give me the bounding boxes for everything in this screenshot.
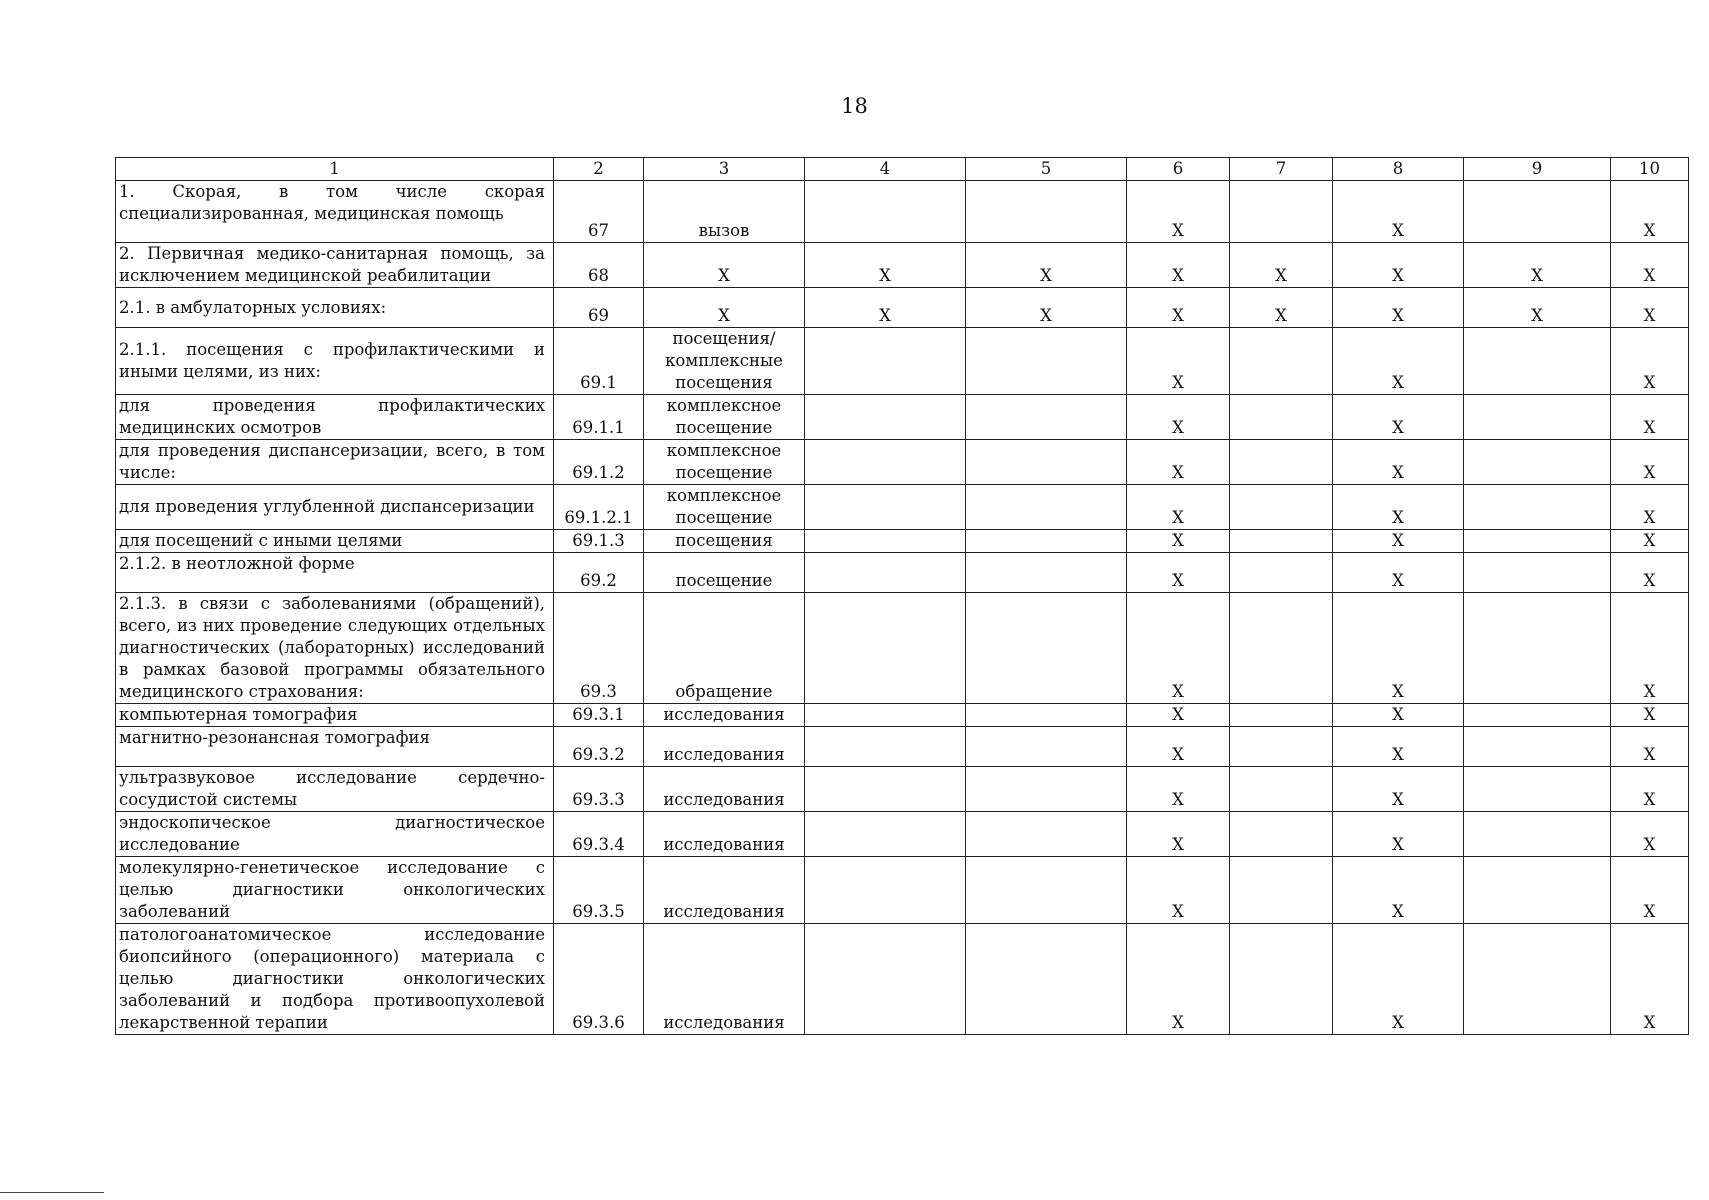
column-header: 4 [805,158,966,181]
row-name-cell: 2.1.3. в связи с заболеваниями (обращений), всего, из них проведение следующих отдельных диагностических (лабораторных) исследований в рамках базовой программы обязательного медицинского страхования: [116,593,554,704]
row-code-cell: 67 [554,181,644,243]
row-cell-col10: X [1611,812,1689,857]
table-row [116,485,1689,530]
data-table [115,157,1689,1035]
table-row [116,767,1689,812]
row-cell-col6: X [1127,288,1230,328]
row-cell-col9 [1464,530,1611,553]
row-cell-col6: X [1127,812,1230,857]
row-cell-col9 [1464,553,1611,593]
row-cell-col10: X [1611,593,1689,704]
table-row [116,812,1689,857]
column-header: 5 [966,158,1127,181]
row-code-cell: 69.2 [554,553,644,593]
row-cell-col8: X [1333,857,1464,924]
row-cell-col6: X [1127,593,1230,704]
row-unit-cell: комплексное посещение [644,395,805,440]
row-cell-col4 [805,593,966,704]
row-cell-col4 [805,704,966,727]
row-cell-col6: X [1127,704,1230,727]
row-cell-col6: X [1127,485,1230,530]
row-cell-col7 [1230,857,1333,924]
row-cell-col10: X [1611,395,1689,440]
row-cell-col10: X [1611,704,1689,727]
row-cell-col6: X [1127,857,1230,924]
row-name-cell: 2.1. в амбулаторных условиях: [116,288,554,328]
row-cell-col5 [966,704,1127,727]
row-cell-col10: X [1611,530,1689,553]
table-row [116,924,1689,1035]
row-cell-col7 [1230,395,1333,440]
column-header: 3 [644,158,805,181]
row-code-cell: 69.1.1 [554,395,644,440]
row-unit-cell: исследования [644,767,805,812]
row-cell-col9 [1464,181,1611,243]
row-name-cell: компьютерная томография [116,704,554,727]
row-cell-col5: X [966,288,1127,328]
row-cell-col4: X [805,243,966,288]
row-cell-col4 [805,395,966,440]
row-cell-col7 [1230,181,1333,243]
column-header: 9 [1464,158,1611,181]
row-cell-col9 [1464,727,1611,767]
row-cell-col5 [966,593,1127,704]
row-cell-col8: X [1333,440,1464,485]
row-cell-col8: X [1333,395,1464,440]
row-cell-col7 [1230,530,1333,553]
row-code-cell: 69.3 [554,593,644,704]
row-cell-col6: X [1127,328,1230,395]
row-cell-col9 [1464,485,1611,530]
row-unit-cell: обращение [644,593,805,704]
table-row [116,181,1689,243]
row-cell-col7 [1230,812,1333,857]
row-cell-col9: X [1464,243,1611,288]
row-cell-col9: X [1464,288,1611,328]
row-cell-col7 [1230,440,1333,485]
table-row [116,395,1689,440]
row-cell-col8: X [1333,181,1464,243]
row-cell-col4 [805,767,966,812]
row-cell-col8: X [1333,727,1464,767]
row-cell-col7 [1230,727,1333,767]
row-cell-col6: X [1127,395,1230,440]
row-unit-cell: посещения/ комплексные посещения [644,328,805,395]
row-cell-col9 [1464,395,1611,440]
row-cell-col8: X [1333,553,1464,593]
row-code-cell: 69.1.2 [554,440,644,485]
row-cell-col10: X [1611,243,1689,288]
row-cell-col6: X [1127,924,1230,1035]
row-name-cell: молекулярно-генетическое исследование с целью диагностики онкологических заболеваний [116,857,554,924]
row-cell-col10: X [1611,181,1689,243]
row-cell-col5 [966,485,1127,530]
row-unit-cell: исследования [644,704,805,727]
row-unit-cell: комплексное посещение [644,485,805,530]
row-cell-col8: X [1333,924,1464,1035]
row-cell-col6: X [1127,553,1230,593]
row-name-cell: для проведения диспансеризации, всего, в том числе: [116,440,554,485]
row-cell-col5: X [966,243,1127,288]
row-name-cell: 2. Первичная медико-санитарная помощь, за исключением медицинской реабилитации [116,243,554,288]
row-cell-col5 [966,857,1127,924]
row-cell-col6: X [1127,440,1230,485]
row-cell-col7 [1230,553,1333,593]
column-header: 8 [1333,158,1464,181]
table-row [116,704,1689,727]
row-cell-col7 [1230,924,1333,1035]
row-cell-col5 [966,440,1127,485]
row-cell-col8: X [1333,704,1464,727]
row-code-cell: 69.1.2.1 [554,485,644,530]
row-cell-col6: X [1127,243,1230,288]
row-cell-col4 [805,727,966,767]
row-cell-col5 [966,530,1127,553]
row-name-cell: для проведения углубленной диспансеризации [116,485,554,530]
row-cell-col6: X [1127,181,1230,243]
row-cell-col8: X [1333,328,1464,395]
row-unit-cell: исследования [644,812,805,857]
row-cell-col8: X [1333,243,1464,288]
table-row [116,593,1689,704]
row-cell-col4 [805,181,966,243]
row-code-cell: 69.3.1 [554,704,644,727]
row-cell-col5 [966,328,1127,395]
row-cell-col10: X [1611,440,1689,485]
table-row [116,328,1689,395]
row-cell-col4 [805,328,966,395]
row-cell-col10: X [1611,857,1689,924]
row-cell-col8: X [1333,593,1464,704]
row-name-cell: патологоанатомическое исследование биопсийного (операционного) материала с целью диагностики онкологических заболеваний и подбора противоопухолевой лекарственной терапии [116,924,554,1035]
column-header: 10 [1611,158,1689,181]
row-code-cell: 68 [554,243,644,288]
column-header: 7 [1230,158,1333,181]
row-cell-col4 [805,553,966,593]
row-cell-col10: X [1611,288,1689,328]
row-code-cell: 69.3.6 [554,924,644,1035]
row-cell-col8: X [1333,485,1464,530]
row-cell-col4 [805,812,966,857]
column-header: 6 [1127,158,1230,181]
row-cell-col9 [1464,767,1611,812]
table-row [116,727,1689,767]
row-cell-col7: X [1230,288,1333,328]
row-cell-col9 [1464,440,1611,485]
row-name-cell: для посещений с иными целями [116,530,554,553]
row-unit-cell: вызов [644,181,805,243]
row-code-cell: 69.1.3 [554,530,644,553]
row-code-cell: 69.3.4 [554,812,644,857]
row-name-cell: эндоскопическое диагностическое исследование [116,812,554,857]
row-unit-cell: исследования [644,857,805,924]
row-cell-col10: X [1611,328,1689,395]
table-row [116,243,1689,288]
row-cell-col4 [805,440,966,485]
row-cell-col5 [966,395,1127,440]
table-row [116,857,1689,924]
table-header-row [116,158,1689,181]
row-unit-cell: посещения [644,530,805,553]
row-name-cell: 2.1.2. в неотложной форме [116,553,554,593]
row-cell-col10: X [1611,553,1689,593]
row-code-cell: 69.1 [554,328,644,395]
column-header: 1 [116,158,554,181]
row-name-cell: ультразвуковое исследование сердечно-сосудистой системы [116,767,554,812]
row-cell-col7 [1230,767,1333,812]
row-cell-col7 [1230,328,1333,395]
row-cell-col8: X [1333,288,1464,328]
row-unit-cell: исследования [644,727,805,767]
row-name-cell: 2.1.1. посещения с профилактическими и иными целями, из них: [116,328,554,395]
row-cell-col7 [1230,704,1333,727]
row-cell-col5 [966,181,1127,243]
table-row [116,530,1689,553]
row-unit-cell: исследования [644,924,805,1035]
row-unit-cell: посещение [644,553,805,593]
row-cell-col5 [966,727,1127,767]
row-cell-col9 [1464,704,1611,727]
row-code-cell: 69.3.5 [554,857,644,924]
row-cell-col9 [1464,328,1611,395]
row-cell-col9 [1464,812,1611,857]
row-cell-col7: X [1230,243,1333,288]
row-cell-col6: X [1127,767,1230,812]
row-cell-col5 [966,812,1127,857]
row-unit-cell: X [644,288,805,328]
row-cell-col5 [966,553,1127,593]
row-cell-col4: X [805,288,966,328]
row-cell-col10: X [1611,767,1689,812]
row-unit-cell: комплексное посещение [644,440,805,485]
row-cell-col7 [1230,593,1333,704]
row-cell-col4 [805,485,966,530]
row-cell-col6: X [1127,727,1230,767]
row-cell-col9 [1464,593,1611,704]
row-name-cell: магнитно-резонансная томография [116,727,554,767]
footer-rule [0,1192,104,1193]
row-cell-col9 [1464,924,1611,1035]
row-cell-col10: X [1611,924,1689,1035]
row-cell-col5 [966,767,1127,812]
table-row [116,288,1689,328]
row-name-cell: 1. Скорая, в том числе скорая специализированная, медицинская помощь [116,181,554,243]
row-cell-col5 [966,924,1127,1035]
row-cell-col4 [805,924,966,1035]
table-row [116,553,1689,593]
row-cell-col9 [1464,857,1611,924]
row-code-cell: 69 [554,288,644,328]
row-cell-col8: X [1333,530,1464,553]
column-header: 2 [554,158,644,181]
row-code-cell: 69.3.2 [554,727,644,767]
row-code-cell: 69.3.3 [554,767,644,812]
table-row [116,440,1689,485]
row-cell-col6: X [1127,530,1230,553]
row-cell-col10: X [1611,485,1689,530]
row-cell-col8: X [1333,767,1464,812]
row-cell-col4 [805,857,966,924]
row-name-cell: для проведения профилактических медицинских осмотров [116,395,554,440]
row-cell-col7 [1230,485,1333,530]
page-number: 18 [841,94,868,118]
row-cell-col8: X [1333,812,1464,857]
row-cell-col10: X [1611,727,1689,767]
row-unit-cell: X [644,243,805,288]
row-cell-col4 [805,530,966,553]
